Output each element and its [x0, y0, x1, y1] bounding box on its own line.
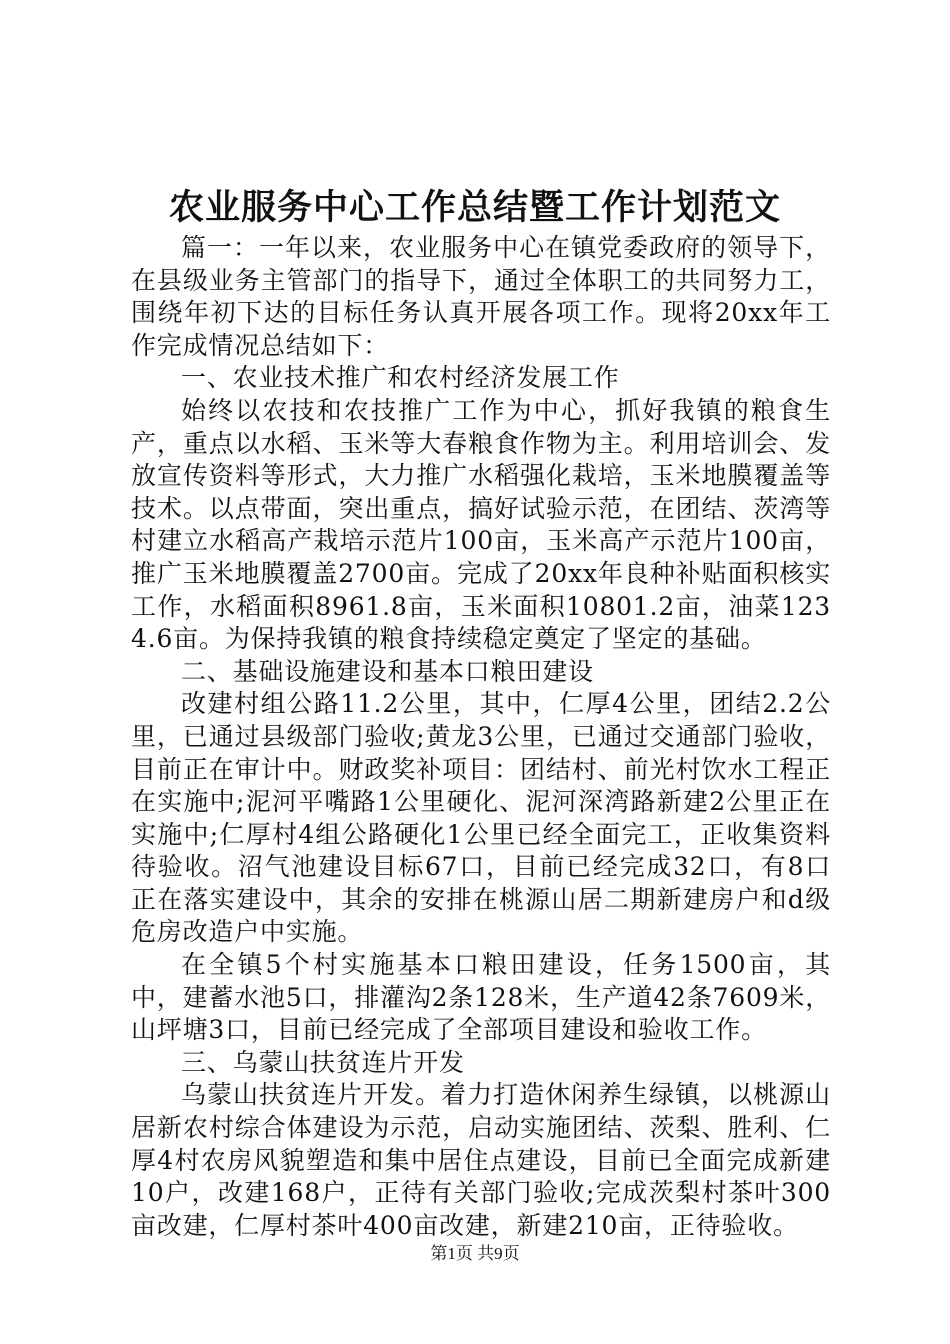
document-title: 农业服务中心工作总结暨工作计划范文 [168, 187, 781, 228]
section-heading-3: 三、乌蒙山扶贫连片开发 [181, 1047, 465, 1077]
section-heading-2: 二、基础设施建设和基本口粮田建设 [181, 656, 594, 686]
document-body [131, 232, 831, 1242]
paragraph-intro: 篇一：一年以来，农业服务中心在镇党委政府的领导下，在县级业务主管部门的指导下，通过全体职工的共同努力工，围绕年初下达的目标任务认真开展各项工作。现将20xx年工作完成情况总结如下： [131, 233, 831, 360]
paragraph-infrastructure: 改建村组公路11.2公里，其中，仁厚4公里，团结2.2公里，已通过县级部门验收;黄龙3公里，已通过交通部门验收，目前正在审计中。财政奖补项目：团结村、前光村饮水工程正在实施中;泥河平嘴路1公里硬化、泥河深湾路新建2公里正在实施中;仁厚村4组公路硬化1公里已经全面完工，正收集资料待验收。沼气池建设目标67口，目前已经完成32口，有8口正在落实建设中，其余的安排在桃源山居二期新建房户和d级危房改造户中实施。 [131, 689, 831, 947]
paragraph-agriculture: 始终以农技和农技推广工作为中心，抓好我镇的粮食生产，重点以水稻、玉米等大春粮食作物为主。利用培训会、发放宣传资料等形式，大力推广水稻强化栽培，玉米地膜覆盖等技术。以点带面，突出重点，搞好试验示范，在团结、茨湾等村建立水稻高产栽培示范片100亩，玉米高产示范片100亩，推广玉米地膜覆盖2700亩。完成了20xx年良种补贴面积核实工作，水稻面积8961.8亩，玉米面积10801.2亩，油菜1234.6亩。为保持我镇的粮食持续稳定奠定了坚定的基础。 [131, 395, 831, 654]
section-heading-1: 一、农业技术推广和农村经济发展工作 [181, 363, 620, 393]
page-footer: 第1页 共9页 [430, 1244, 520, 1263]
paragraph-farmland: 在全镇5个村实施基本口粮田建设，任务1500亩，其中，建蓄水池5口，排灌沟2条128米，生产道42条7609米，山坪塘3口，目前已经完成了全部项目建设和验收工作。 [131, 950, 831, 1045]
paragraph-poverty-relief: 乌蒙山扶贫连片开发。着力打造休闲养生绿镇，以桃源山居新农村综合体建设为示范，启动实施团结、茨梨、胜利、仁厚4村农房风貌塑造和集中居住点建设，目前已全面完成新建10户，改建168户，正待有关部门验收;完成茨梨村茶叶300亩改建，仁厚村茶叶400亩改建，新建210亩，正待验收。 [131, 1080, 831, 1240]
